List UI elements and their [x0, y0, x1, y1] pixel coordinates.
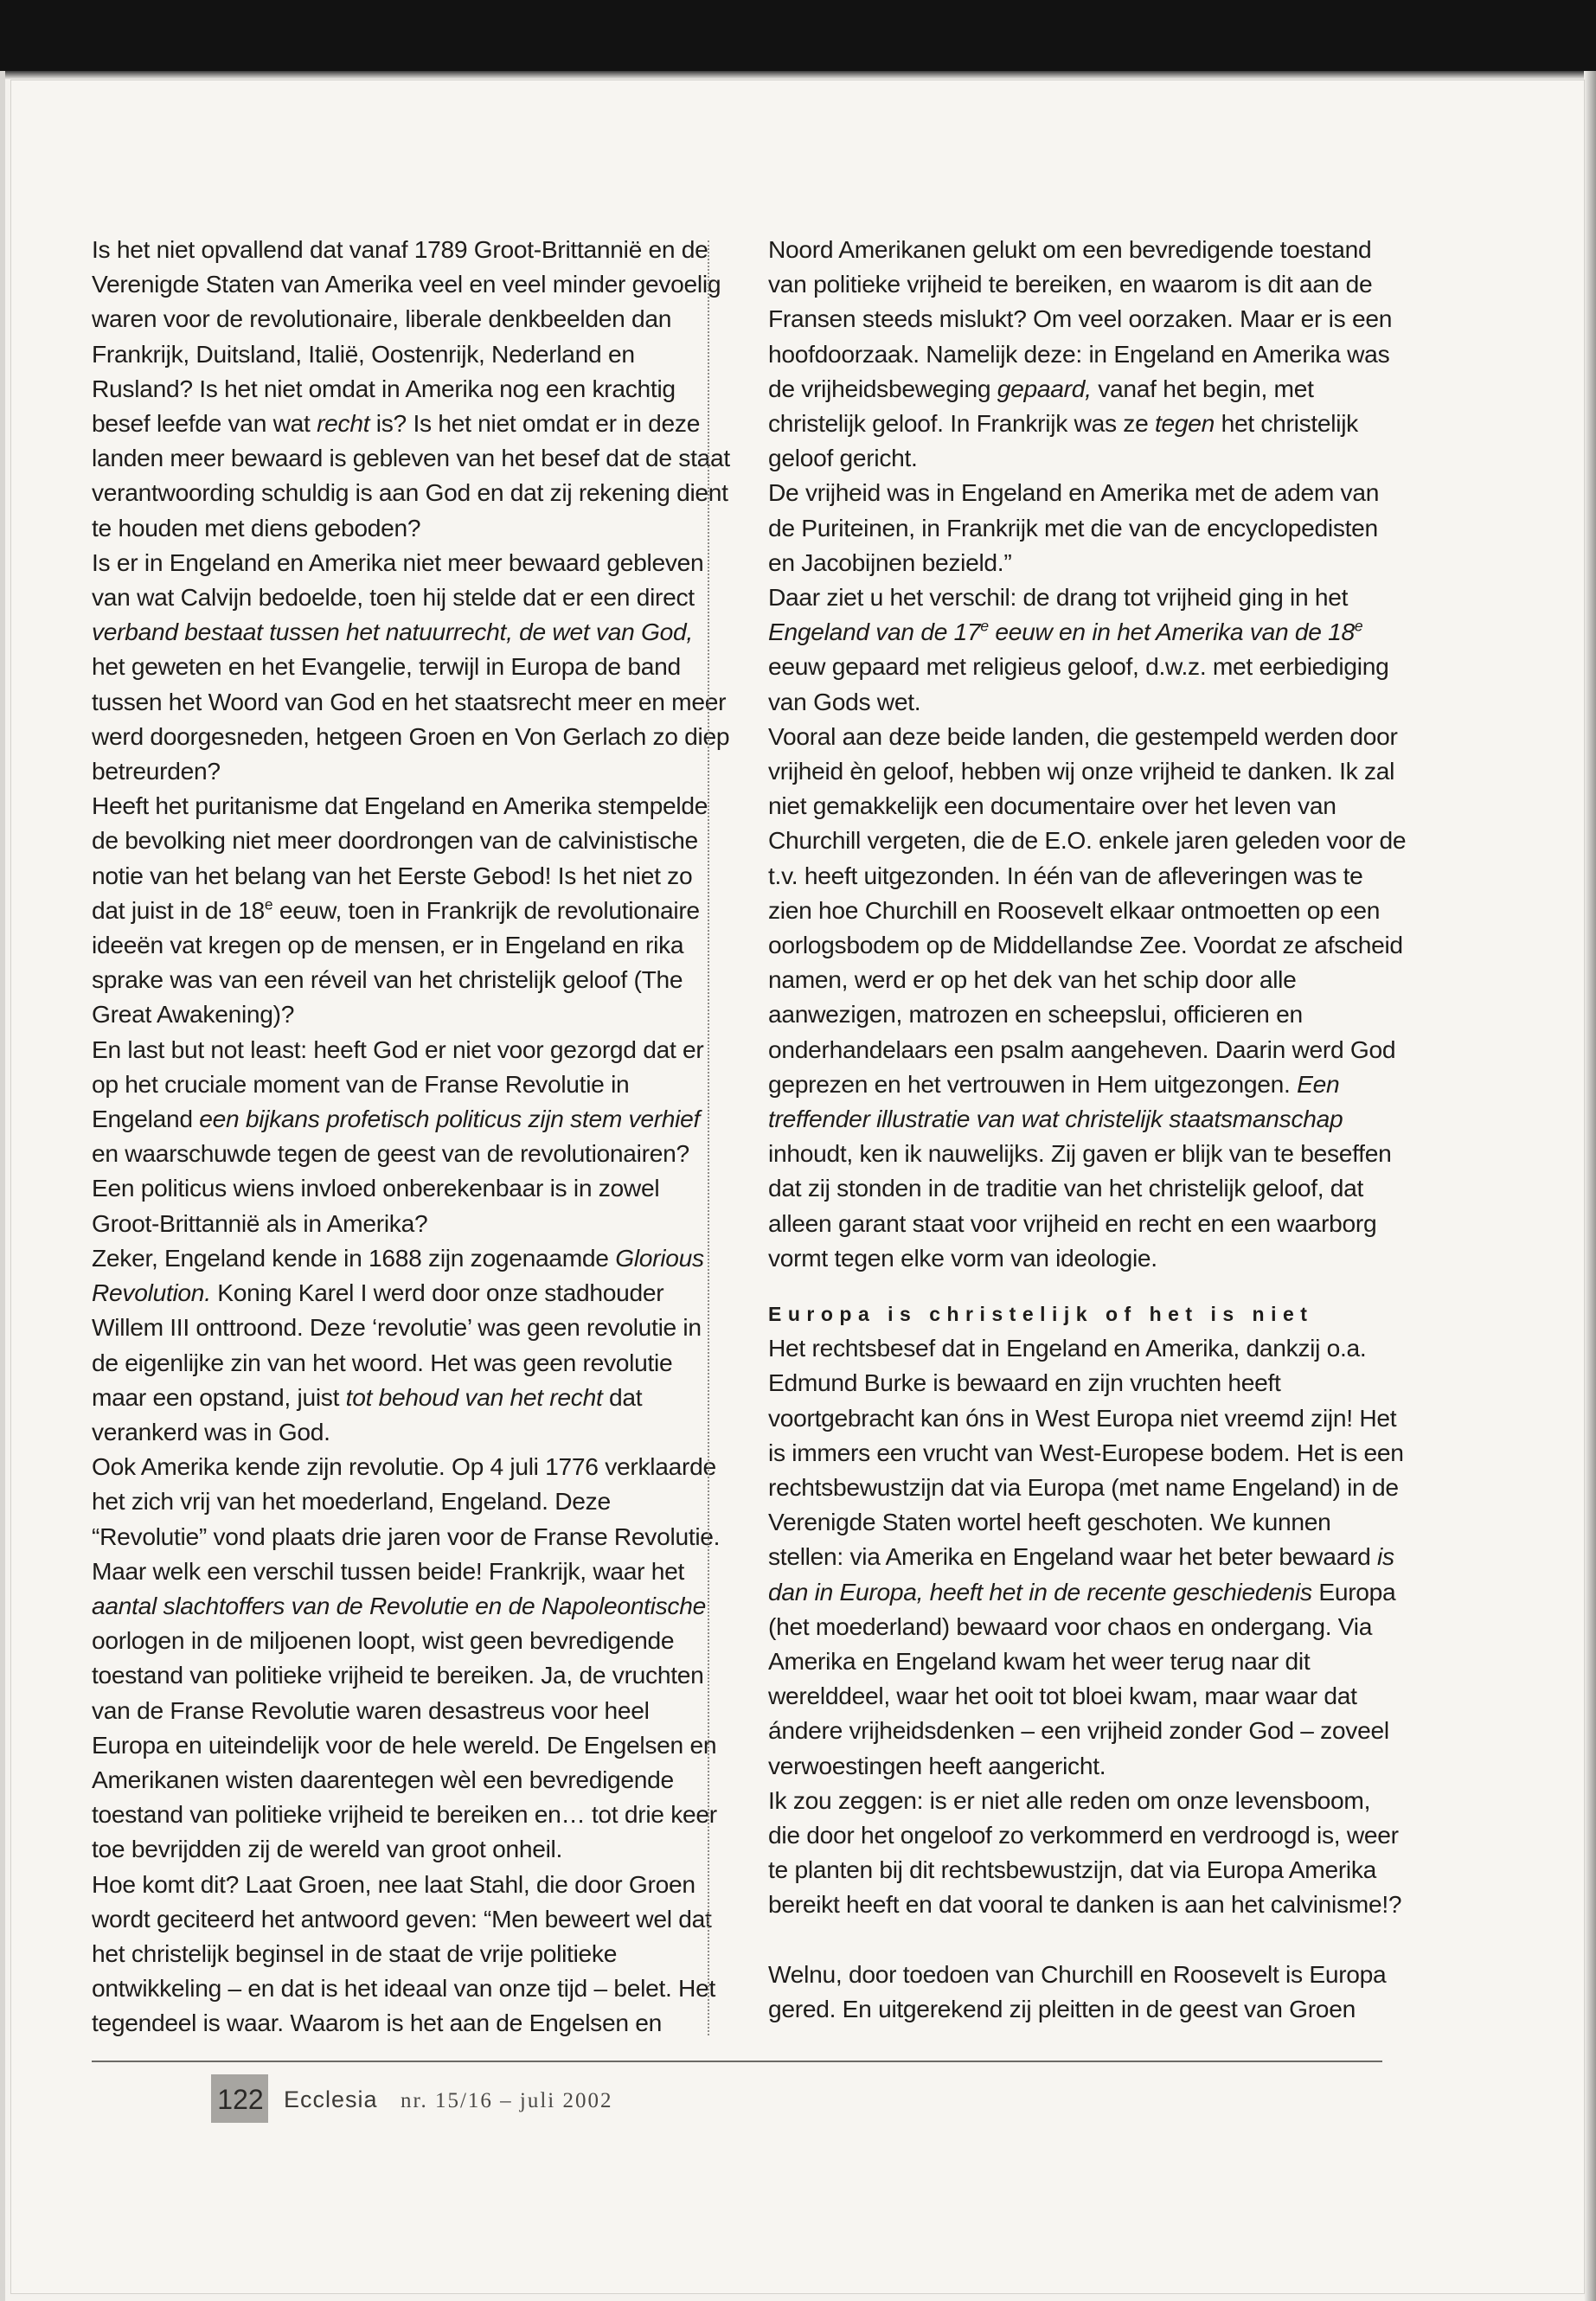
- superscript: e: [1354, 617, 1363, 635]
- scan-border-shadow: [0, 71, 1596, 80]
- paragraph: Het rechtsbesef dat in Engeland en Amerika, dankzij o.a. Edmund Burke is bewaard en zijn vruchten heeft voortgebracht kan óns in West Europa niet vreemd zijn! Het is immers een vrucht van West-Europese bodem. Het is een rechtsbewustzijn dat via Europa (met name Engeland) in de Verenigde Staten wortel heeft geschoten. We kunnen stellen: via Amerika en Engeland waar het beter bewaard is dan in Europa, heeft het in de recente geschiedenis Europa (het moederland) bewaard voor chaos en ondergang. Via Amerika en Engeland kwam het weer terug naar dit werelddeel, waar het ooit tot bloei kwam, maar waar dat ándere vrijheidsdenken – een vrijheid zonder God – zoveel verwoestingen heeft aangericht.: [768, 1334, 1404, 1779]
- italic-text: tegen: [1154, 409, 1215, 438]
- right-text-column: [768, 232, 1408, 2026]
- italic-text: is dan in Europa, heeft het in de recente geschiedenis: [768, 1542, 1394, 1606]
- italic-text: verband bestaat tussen het natuurrecht, de wet van God,: [92, 618, 693, 646]
- paragraph: Zeker, Engeland kende in 1688 zijn zogenaamde Glorious Revolution. Koning Karel I werd door onze stadhouder Willem III onttroond. Deze ‘revolutie’ was geen revolutie in de eigenlijke zin van het woord. Het was geen revolutie maar een opstand, juist tot behoud van het recht dat verankerd was in God.: [92, 1243, 704, 1445]
- paragraph: Is het niet opvallend dat vanaf 1789 Groot-Brittannië en de Verenigde Staten van Amerika veel en veel minder gevoelig waren voor de revolutionaire, liberale denkbeelden dan Frankrijk, Duitsland, Italië, Oostenrijk, Nederland en Rusland? Is het niet omdat in Amerika nog een krachtig besef leefde van wat recht is? Is het niet omdat er in deze landen meer bewaard is gebleven van het besef dat de staat verantwoording schuldig is aan God en dat zij rekening dient te houden met diens geboden?: [92, 235, 730, 542]
- italic-text: recht: [317, 409, 370, 438]
- italic-text: een bijkans profetisch politicus zijn stem verhief: [199, 1105, 701, 1133]
- italic-text: tot behoud van het recht: [345, 1382, 603, 1411]
- paragraph: Hoe komt dit? Laat Groen, nee laat Stahl, die door Groen wordt geciteerd het antwoord geven: “Men beweert wel dat het christelijk beginsel in de staat de vrije politieke ontwikkeling – en dat is het ideaal van onze tijd – belet. Het tegendeel is waar. Waarom is het aan de Engelsen en: [92, 1869, 716, 2037]
- section-heading: Europa is christelijk of het is niet: [768, 1303, 1314, 1326]
- paragraph: Noord Amerikanen gelukt om een bevredigende toestand van politieke vrijheid te bereiken, en waarom is dit aan de Fransen steeds mislukt? Om veel oorzaken. Maar er is een hoofdoorzaak. Namelijk deze: in Engeland en Amerika was de vrijheidsbeweging gepaard, vanaf het begin, met christelijk geloof. In Frankrijk was ze tegen het christelijk geloof gericht.: [768, 235, 1393, 472]
- issue-info: nr. 15/16 – juli 2002: [401, 2089, 613, 2112]
- left-text-column: [92, 232, 732, 2041]
- scan-border-top: [0, 0, 1596, 71]
- italic-text: Engeland van de 17e eeuw en in het Amerika van de 18e: [768, 617, 1363, 646]
- scan-border-right: [1584, 71, 1596, 2301]
- italic-text: aantal slachtoffers van de Revolutie en de Napoleontische: [92, 1591, 706, 1619]
- column-divider: [708, 240, 709, 2035]
- paragraph: Is er in Engeland en Amerika niet meer bewaard gebleven van wat Calvijn bedoelde, toen hij stelde dat er een direct verband bestaat tussen het natuurrecht, de wet van God, het geweten en het Evangelie, terwijl in Europa de band tussen het Woord van God en het staatsrecht meer en meer werd doorgesneden, hetgeen Groen en Von Gerlach zo diep betreurden?: [92, 548, 730, 785]
- page-number: 122: [217, 2084, 264, 2115]
- scan-border-left: [0, 71, 5, 2301]
- paragraph: Daar ziet u het verschil: de drang tot vrijheid ging in het Engeland van de 17e eeuw en in het Amerika van de 18e eeuw gepaard met religieus geloof, d.w.z. met eerbiediging van Gods wet.: [768, 583, 1389, 715]
- italic-text: Glorious Revolution.: [92, 1243, 704, 1307]
- footer-rule: [92, 2061, 1382, 2062]
- paragraph: Ook Amerika kende zijn revolutie. Op 4 juli 1776 verklaarde het zich vrij van het moederland, Engeland. Deze “Revolutie” vond plaats drie jaren voor de Franse Revolutie. Maar welk een verschil tussen beide! Frankrijk, waar het aantal slachtoffers van de Revolutie en de Napoleontische oorlogen in de miljoenen loopt, wist geen bevredigende toestand van politieke vrijheid te bereiken. Ja, de vruchten van de Franse Revolutie waren desastreus voor heel Europa en uiteindelijk voor de hele wereld. De Engelsen en Amerikanen wisten daarentegen wèl een bevredigende toestand van politieke vrijheid te bereiken en… tot drie keer toe bevrijdden zij de wereld van groot onheil.: [92, 1452, 721, 1863]
- paragraph: Vooral aan deze beide landen, die gestempeld werden door vrijheid èn geloof, hebben wij onze vrijheid te danken. Ik zal niet gemakkelijk een documentaire over het leven van Churchill vergeten, die de E.O. enkele jaren geleden voor de t.v. heeft uitgezonden. In één van de afleveringen was te zien hoe Churchill en Roosevelt elkaar ontmoetten op een oorlogsbodem op de Middellandse Zee. Voordat ze afscheid namen, werd er op het dek van het schip door alle aanwezigen, matrozen en scheepslui, officieren en onderhandelaars een psalm aangeheven. Daarin werd God geprezen en het vertrouwen in Hem uitgezongen. Een treffender illustratie van wat christelijk staatsmanschap inhoudt, ken ik nauwelijks. Zij gaven er blijk van te beseffen dat zij stonden in de traditie van het christelijk geloof, dat alleen garant staat voor vrijheid en recht en een waarborg vormt tegen elke vorm van ideologie.: [768, 721, 1407, 1272]
- superscript: e: [980, 617, 989, 635]
- paragraph: Welnu, door toedoen van Churchill en Roosevelt is Europa gered. En uitgerekend zij pleitten in de geest van Groen: [768, 1959, 1387, 2022]
- italic-text: gepaard,: [997, 374, 1092, 402]
- paragraph: De vrijheid was in Engeland en Amerika met de adem van de Puriteinen, in Frankrijk met die van de encyclopedisten en Jacobijnen bezield.”: [768, 478, 1380, 576]
- paragraph: Ik zou zeggen: is er niet alle reden om onze levensboom, die door het ongeloof zo verkommerd en verdroogd is, weer te planten bij dit rechtsbewustzijn, dat via Europa Amerika bereikt heeft en dat vooral te danken is aan het calvinisme!?: [768, 1785, 1402, 1919]
- superscript: e: [264, 895, 273, 913]
- paragraph: Heeft het puritanisme dat Engeland en Amerika stempelde de bevolking niet meer doordrongen van de calvinistische notie van het belang van het Eerste Gebod! Is het niet zo dat juist in de 18e eeuw, toen in Frankrijk de revolutionaire ideeën vat kregen op de mensen, er in Engeland en rika sprake was van een réveil van het christelijk geloof (The Great Awakening)?: [92, 792, 708, 1029]
- magazine-name: Ecclesia: [284, 2086, 378, 2112]
- italic-text: Een treffender illustratie van wat christelijk staatsmanschap: [768, 1069, 1343, 1133]
- paragraph: En last but not least: heeft God er niet voor gezorgd dat er op het cruciale moment van de Franse Revolutie in Engeland een bijkans profetisch politicus zijn stem verhief en waarschuwde tegen de geest van de revolutionairen? Een politicus wiens invloed onberekenbaar is in zowel Groot-Brittannië als in Amerika?: [92, 1035, 704, 1237]
